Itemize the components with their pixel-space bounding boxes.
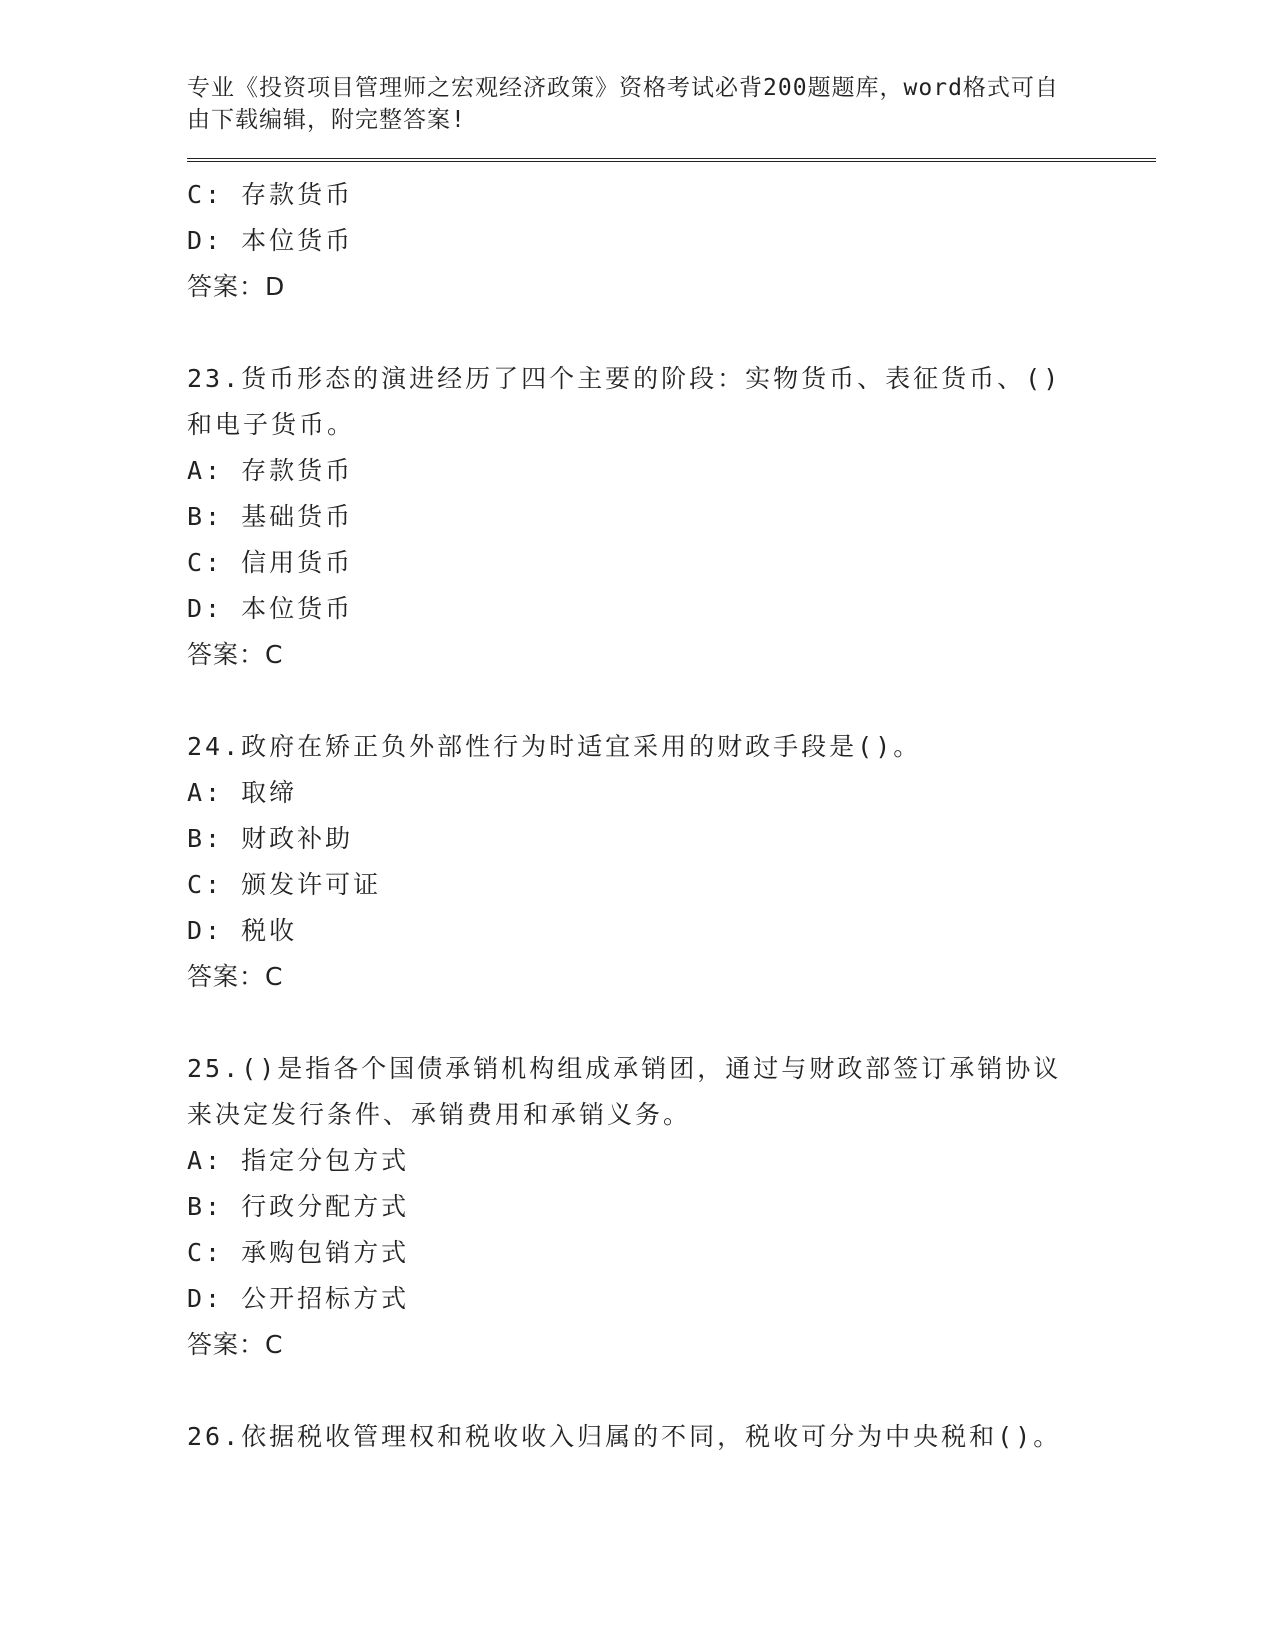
option-c: C: 承购包销方式 — [187, 1238, 410, 1267]
question-23-text: 23.货币形态的演进经历了四个主要的阶段：实物货币、表征货币、()和电子货币。 — [187, 364, 1062, 439]
question-25-text: 25.()是指各个国债承销机构组成承销团，通过与财政部签订承销协议来决定发行条件、承销费用和承销义务。 — [187, 1054, 1062, 1129]
answer-line: 答案：C — [187, 1330, 284, 1359]
document-page — [187, 72, 1107, 1460]
option-d: D: 税收 — [187, 916, 298, 945]
option-a: A: 指定分包方式 — [187, 1146, 410, 1175]
option-a: A: 存款货币 — [187, 456, 354, 485]
option-d: D: 本位货币 — [187, 594, 354, 623]
option-b: B: 基础货币 — [187, 502, 354, 531]
option-d: D: 公开招标方式 — [187, 1284, 410, 1313]
question-list — [187, 172, 1107, 1460]
option-b: B: 行政分配方式 — [187, 1192, 410, 1221]
document-header: 专业《投资项目管理师之宏观经济政策》资格考试必背200题题库，word格式可自由下载编辑，附完整答案! — [187, 75, 1059, 133]
header-divider — [187, 158, 1156, 162]
option-d: D: 本位货币 — [187, 226, 354, 255]
answer-line: 答案：D — [187, 272, 286, 301]
answer-line: 答案：C — [187, 640, 284, 669]
option-b: B: 财政补助 — [187, 824, 354, 853]
question-26-text: 26.依据税收管理权和税收收入归属的不同，税收可分为中央税和()。 — [187, 1422, 1062, 1451]
question-24-text: 24.政府在矫正负外部性行为时适宜采用的财政手段是()。 — [187, 732, 922, 761]
option-a: A: 取缔 — [187, 778, 298, 807]
option-c: C: 信用货币 — [187, 548, 354, 577]
answer-line: 答案：C — [187, 962, 284, 991]
option-c: C: 存款货币 — [187, 180, 354, 209]
option-c: C: 颁发许可证 — [187, 870, 382, 899]
